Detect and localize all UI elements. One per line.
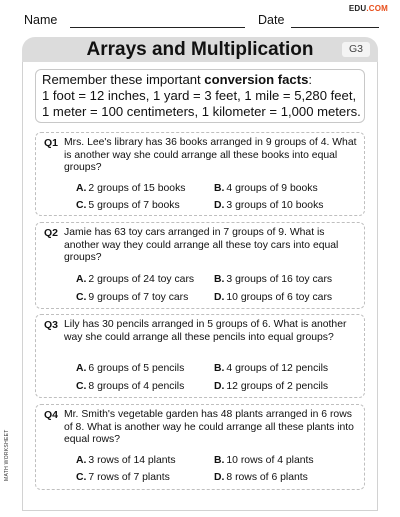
option-d[interactable]: D. 3 groups of 10 books	[214, 200, 324, 211]
question-text: Lily has 30 pencils arranged in 5 groups of 6. What is another way she could arrange all these pencils into equal groups?	[64, 319, 347, 343]
facts-intro: Remember these important conversion facts:	[42, 72, 312, 87]
question-number: Q2	[44, 227, 59, 239]
question-number: Q1	[44, 137, 59, 149]
option-c[interactable]: C. 7 rows of 7 plants	[76, 472, 170, 483]
option-b[interactable]: B. 3 groups of 16 toy cars	[214, 274, 333, 285]
question-text: Mr. Smith's vegetable garden has 48 plants arranged in 6 rows of 8. What is another way he could arrange all these plants into equal rows?	[64, 409, 354, 445]
option-b[interactable]: B. 4 groups of 12 pencils	[214, 363, 329, 374]
option-b[interactable]: B. 4 groups of 9 books	[214, 183, 318, 194]
option-d[interactable]: D. 8 rows of 6 plants	[214, 472, 308, 483]
name-label: Name	[24, 13, 58, 27]
name-line	[70, 27, 245, 28]
question-card-3	[35, 314, 365, 398]
question-card-4	[35, 404, 365, 490]
option-c[interactable]: C. 9 groups of 7 toy cars	[76, 292, 189, 303]
page-title: Arrays and Multiplication	[86, 39, 314, 60]
option-d[interactable]: D. 10 groups of 6 toy cars	[214, 292, 333, 303]
title-bar	[22, 37, 378, 62]
question-card-2	[35, 222, 365, 309]
option-d[interactable]: D. 12 groups of 2 pencils	[214, 381, 329, 392]
option-a[interactable]: A. 2 groups of 15 books	[76, 183, 186, 194]
grade-badge: G3	[342, 42, 370, 57]
question-card-1	[35, 132, 365, 216]
facts-line-1: 1 foot = 12 inches, 1 yard = 3 feet, 1 mile = 5,280 feet,	[42, 88, 357, 103]
date-label: Date	[258, 13, 285, 27]
option-b[interactable]: B. 10 rows of 4 plants	[214, 455, 314, 466]
option-a[interactable]: A. 3 rows of 14 plants	[76, 455, 176, 466]
facts-line-2: 1 meter = 100 centimeters, 1 kilometer = 1,000 meters.	[42, 104, 361, 119]
date-line	[291, 27, 379, 28]
side-label: MATH WORKSHEET	[4, 429, 10, 481]
option-a[interactable]: A. 2 groups of 24 toy cars	[76, 274, 195, 285]
question-number: Q3	[44, 319, 59, 331]
question-number: Q4	[44, 409, 59, 421]
option-c[interactable]: C. 8 groups of 4 pencils	[76, 381, 185, 392]
conversion-facts-box	[35, 69, 365, 123]
option-a[interactable]: A. 6 groups of 5 pencils	[76, 363, 185, 374]
question-text: Mrs. Lee's library has 36 books arranged in 9 groups of 4. What is another way she could arrange all these books into equal groups?	[64, 137, 357, 173]
question-text: Jamie has 63 toy cars arranged in 7 groups of 9. What is another way they could arrange all these toy cars into equal groups?	[64, 227, 339, 263]
brand-logo: EDU.COM	[348, 4, 388, 13]
option-c[interactable]: C. 5 groups of 7 books	[76, 200, 180, 211]
